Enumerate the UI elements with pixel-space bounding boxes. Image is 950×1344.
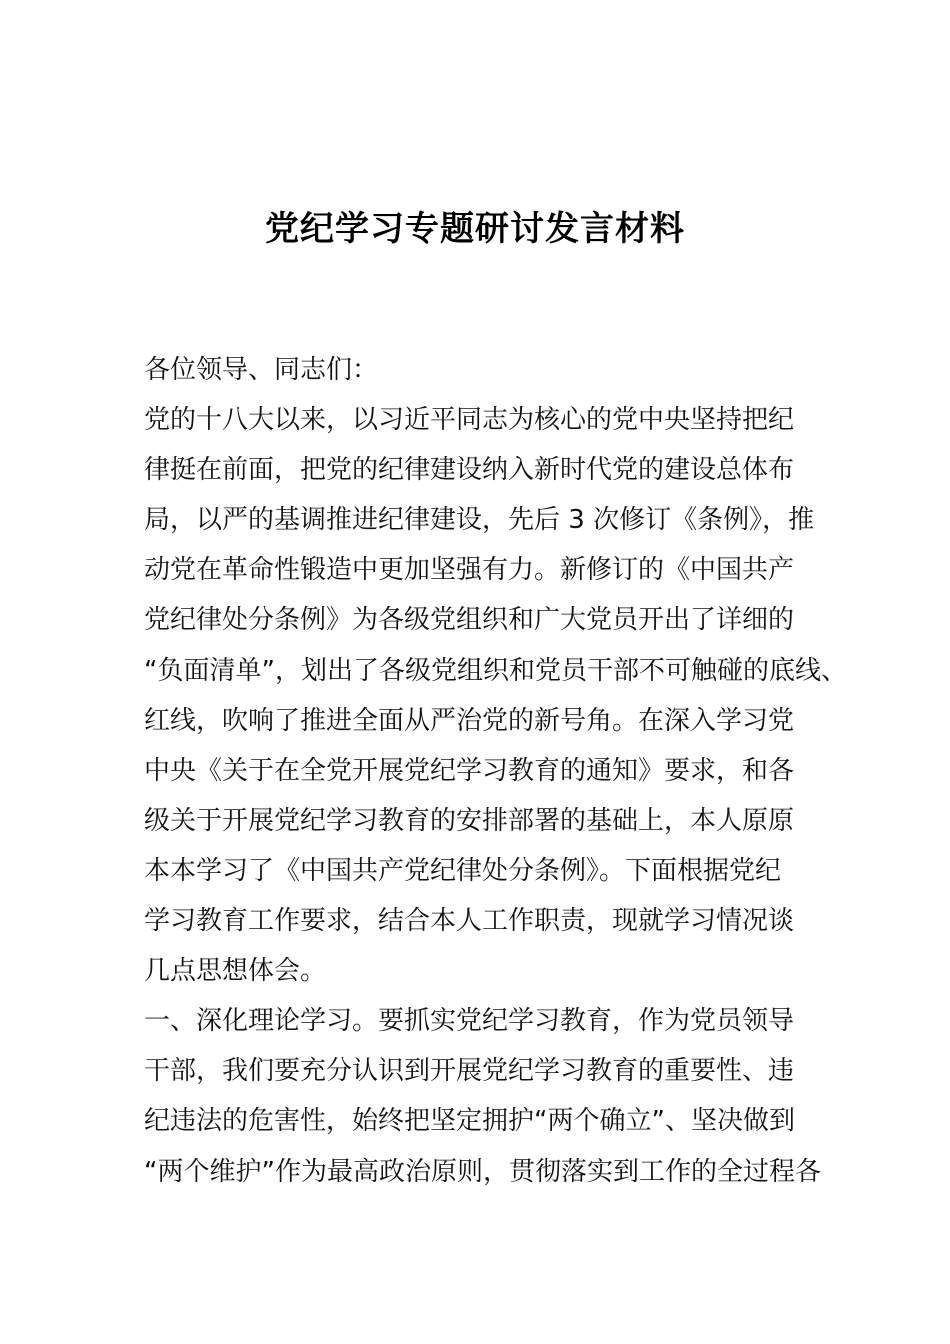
text-line: 干部，我们要充分认识到开展党纪学习教育的重要性、违 <box>144 1056 795 1087</box>
text-line: 几点思想体会。 <box>144 956 327 987</box>
salutation-line: 各位领导、同志们： <box>144 355 379 385</box>
text-line: 党纪律处分条例》为各级党组织和广大党员开出了详细的 <box>144 605 795 636</box>
text-line: 中央《关于在全党开展党纪学习教育的通知》要求，和各 <box>144 755 795 786</box>
document-body <box>144 345 847 1197</box>
text-line: 局，以严的基调推进纪律建设，先后 3 次修订《条例》，推 <box>144 505 815 536</box>
text-line: “两个维护”作为最高政治原则，贯彻落实到工作的全过程各 <box>144 1156 821 1187</box>
text-line: 律挺在前面，把党的纪律建设纳入新时代党的建设总体布 <box>144 455 795 486</box>
text-line: “负面清单”，划出了各级党组织和党员干部不可触碰的底线、 <box>144 655 847 686</box>
text-line: 学习教育工作要求，结合本人工作职责，现就学习情况谈 <box>144 906 795 937</box>
document-title: 党纪学习专题研讨发言材料 <box>265 209 685 249</box>
text-line: 级关于开展党纪学习教育的安排部署的基础上，本人原原 <box>144 805 795 836</box>
text-line: 红线，吹响了推进全面从严治党的新号角。在深入学习党 <box>144 705 795 736</box>
text-line: 本本学习了《中国共产党纪律处分条例》。下面根据党纪 <box>144 855 782 886</box>
section-heading-line: 一、深化理论学习。要抓实党纪学习教育，作为党员领导 <box>144 1006 795 1037</box>
text-line: 党的十八大以来，以习近平同志为核心的党中央坚持把纪 <box>144 405 795 436</box>
text-line: 纪违法的危害性，始终把坚定拥护“两个确立”、坚决做到 <box>144 1106 795 1137</box>
text-line: 动党在革命性锻造中更加坚强有力。新修订的《中国共产 <box>144 555 795 586</box>
